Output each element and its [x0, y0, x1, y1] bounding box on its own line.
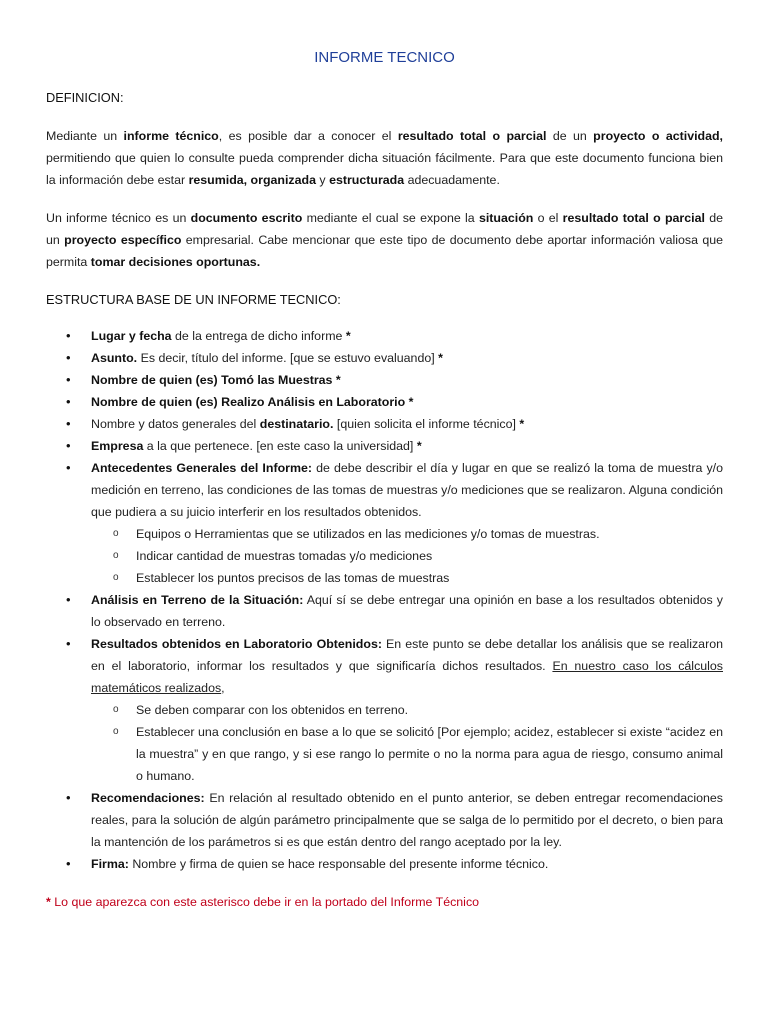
list-item-destinatario: • Nombre y datos generales del destinatario. [quien solicita el informe técnico] *	[46, 413, 723, 435]
definicion-heading: DEFINICION:	[46, 90, 124, 105]
list-item-resultados: • Resultados obtenidos en Laboratorio Obtenidos: En este punto se debe detallar los análisis que se realizaron en el laboratorio, informar los resultados y que significaría dichos resultados. En nuestro caso los cálculos matemáticos realizados, o Se deben comparar con los obtenidos en terreno. o Establecer una conclusión en base a lo que se solicitó [Por ejemplo; acidez, establecer si existe “acidez en la muestra” y en que rango, y si ese rango lo permite o no la norma para agua de riesgo, consumo animal o humano.	[46, 633, 723, 787]
estructura-heading: ESTRUCTURA BASE DE UN INFORME TECNICO:	[46, 292, 341, 307]
list-item-analisis: • Nombre de quien (es) Realizo Análisis en Laboratorio *	[46, 391, 723, 413]
list-item-antecedentes: • Antecedentes Generales del Informe: de debe describir el día y lugar en que se realizó la toma de muestra y/o medición en terreno, las condiciones de las tomas de muestras y/o mediciones que se realizaron. Alguna condición que pudiera a su juicio interferir en los resultados obtenidos. o Equipos o Herramientas que se utilizados en las mediciones y/o tomas de muestras. o Indicar cantidad de muestras tomadas y/o mediciones o Establecer los puntos precisos de las tomas de muestras	[46, 457, 723, 589]
list-item-muestras: • Nombre de quien (es) Tomó las Muestras *	[46, 369, 723, 391]
resultados-sublist	[91, 699, 723, 787]
document-title: INFORME TECNICO	[314, 49, 455, 66]
list-item-terreno: • Análisis en Terreno de la Situación: Aquí sí se debe entregar una opinión en base a los resultados obtenidos y lo observado en terreno.	[46, 589, 723, 633]
definicion-paragraph-1: Mediante un informe técnico, es posible dar a conocer el resultado total o parcial de un proyecto o actividad, permitiendo que quien lo consulte pueda comprender dicha situación fácilmente. Para que este documento funciona bien la información debe estar resumida, organizada y estructurada adecuadamente.	[46, 129, 724, 187]
estructura-list	[46, 325, 723, 875]
sublist-item: o Se deben comparar con los obtenidos en terreno.	[91, 699, 723, 721]
list-item-lugar: • Lugar y fecha de la entrega de dicho informe *	[46, 325, 723, 347]
sublist-item: o Equipos o Herramientas que se utilizados en las mediciones y/o tomas de muestras.	[91, 523, 723, 545]
asterisk-mark: *	[46, 895, 51, 909]
sublist-item: o Establecer una conclusión en base a lo que se solicitó [Por ejemplo; acidez, establecer si existe “acidez en la muestra” y en que rango, y si ese rango lo permite o no la norma para agua de riesgo, consumo animal o humano.	[91, 721, 723, 787]
sublist-item: o Establecer los puntos precisos de las tomas de muestras	[91, 567, 723, 589]
list-item-recomendaciones: • Recomendaciones: En relación al resultado obtenido en el punto anterior, se deben entregar recomendaciones reales, para la solución de algún parámetro principalmente que se salga de lo permitido por el decreto, o bien para la mantención de los parámetros si es que están dentro del rango aceptado por la ley.	[46, 787, 723, 853]
antecedentes-sublist	[91, 523, 723, 589]
list-item-empresa: • Empresa a la que pertenece. [en este caso la universidad] *	[46, 435, 723, 457]
definicion-paragraph-2: Un informe técnico es un documento escrito mediante el cual se expone la situación o el resultado total o parcial de un proyecto específico empresarial. Cabe mencionar que este tipo de documento debe aportar información valiosa que permita tomar decisiones oportunas.	[46, 211, 723, 269]
list-item-firma: • Firma: Nombre y firma de quien se hace responsable del presente informe técnico.	[46, 853, 723, 875]
list-item-asunto: • Asunto. Es decir, título del informe. [que se estuvo evaluando] *	[46, 347, 723, 369]
sublist-item: o Indicar cantidad de muestras tomadas y/o mediciones	[91, 545, 723, 567]
asterisk-note: * Lo que aparezca con este asterisco debe ir en la portado del Informe Técnico	[46, 895, 480, 909]
